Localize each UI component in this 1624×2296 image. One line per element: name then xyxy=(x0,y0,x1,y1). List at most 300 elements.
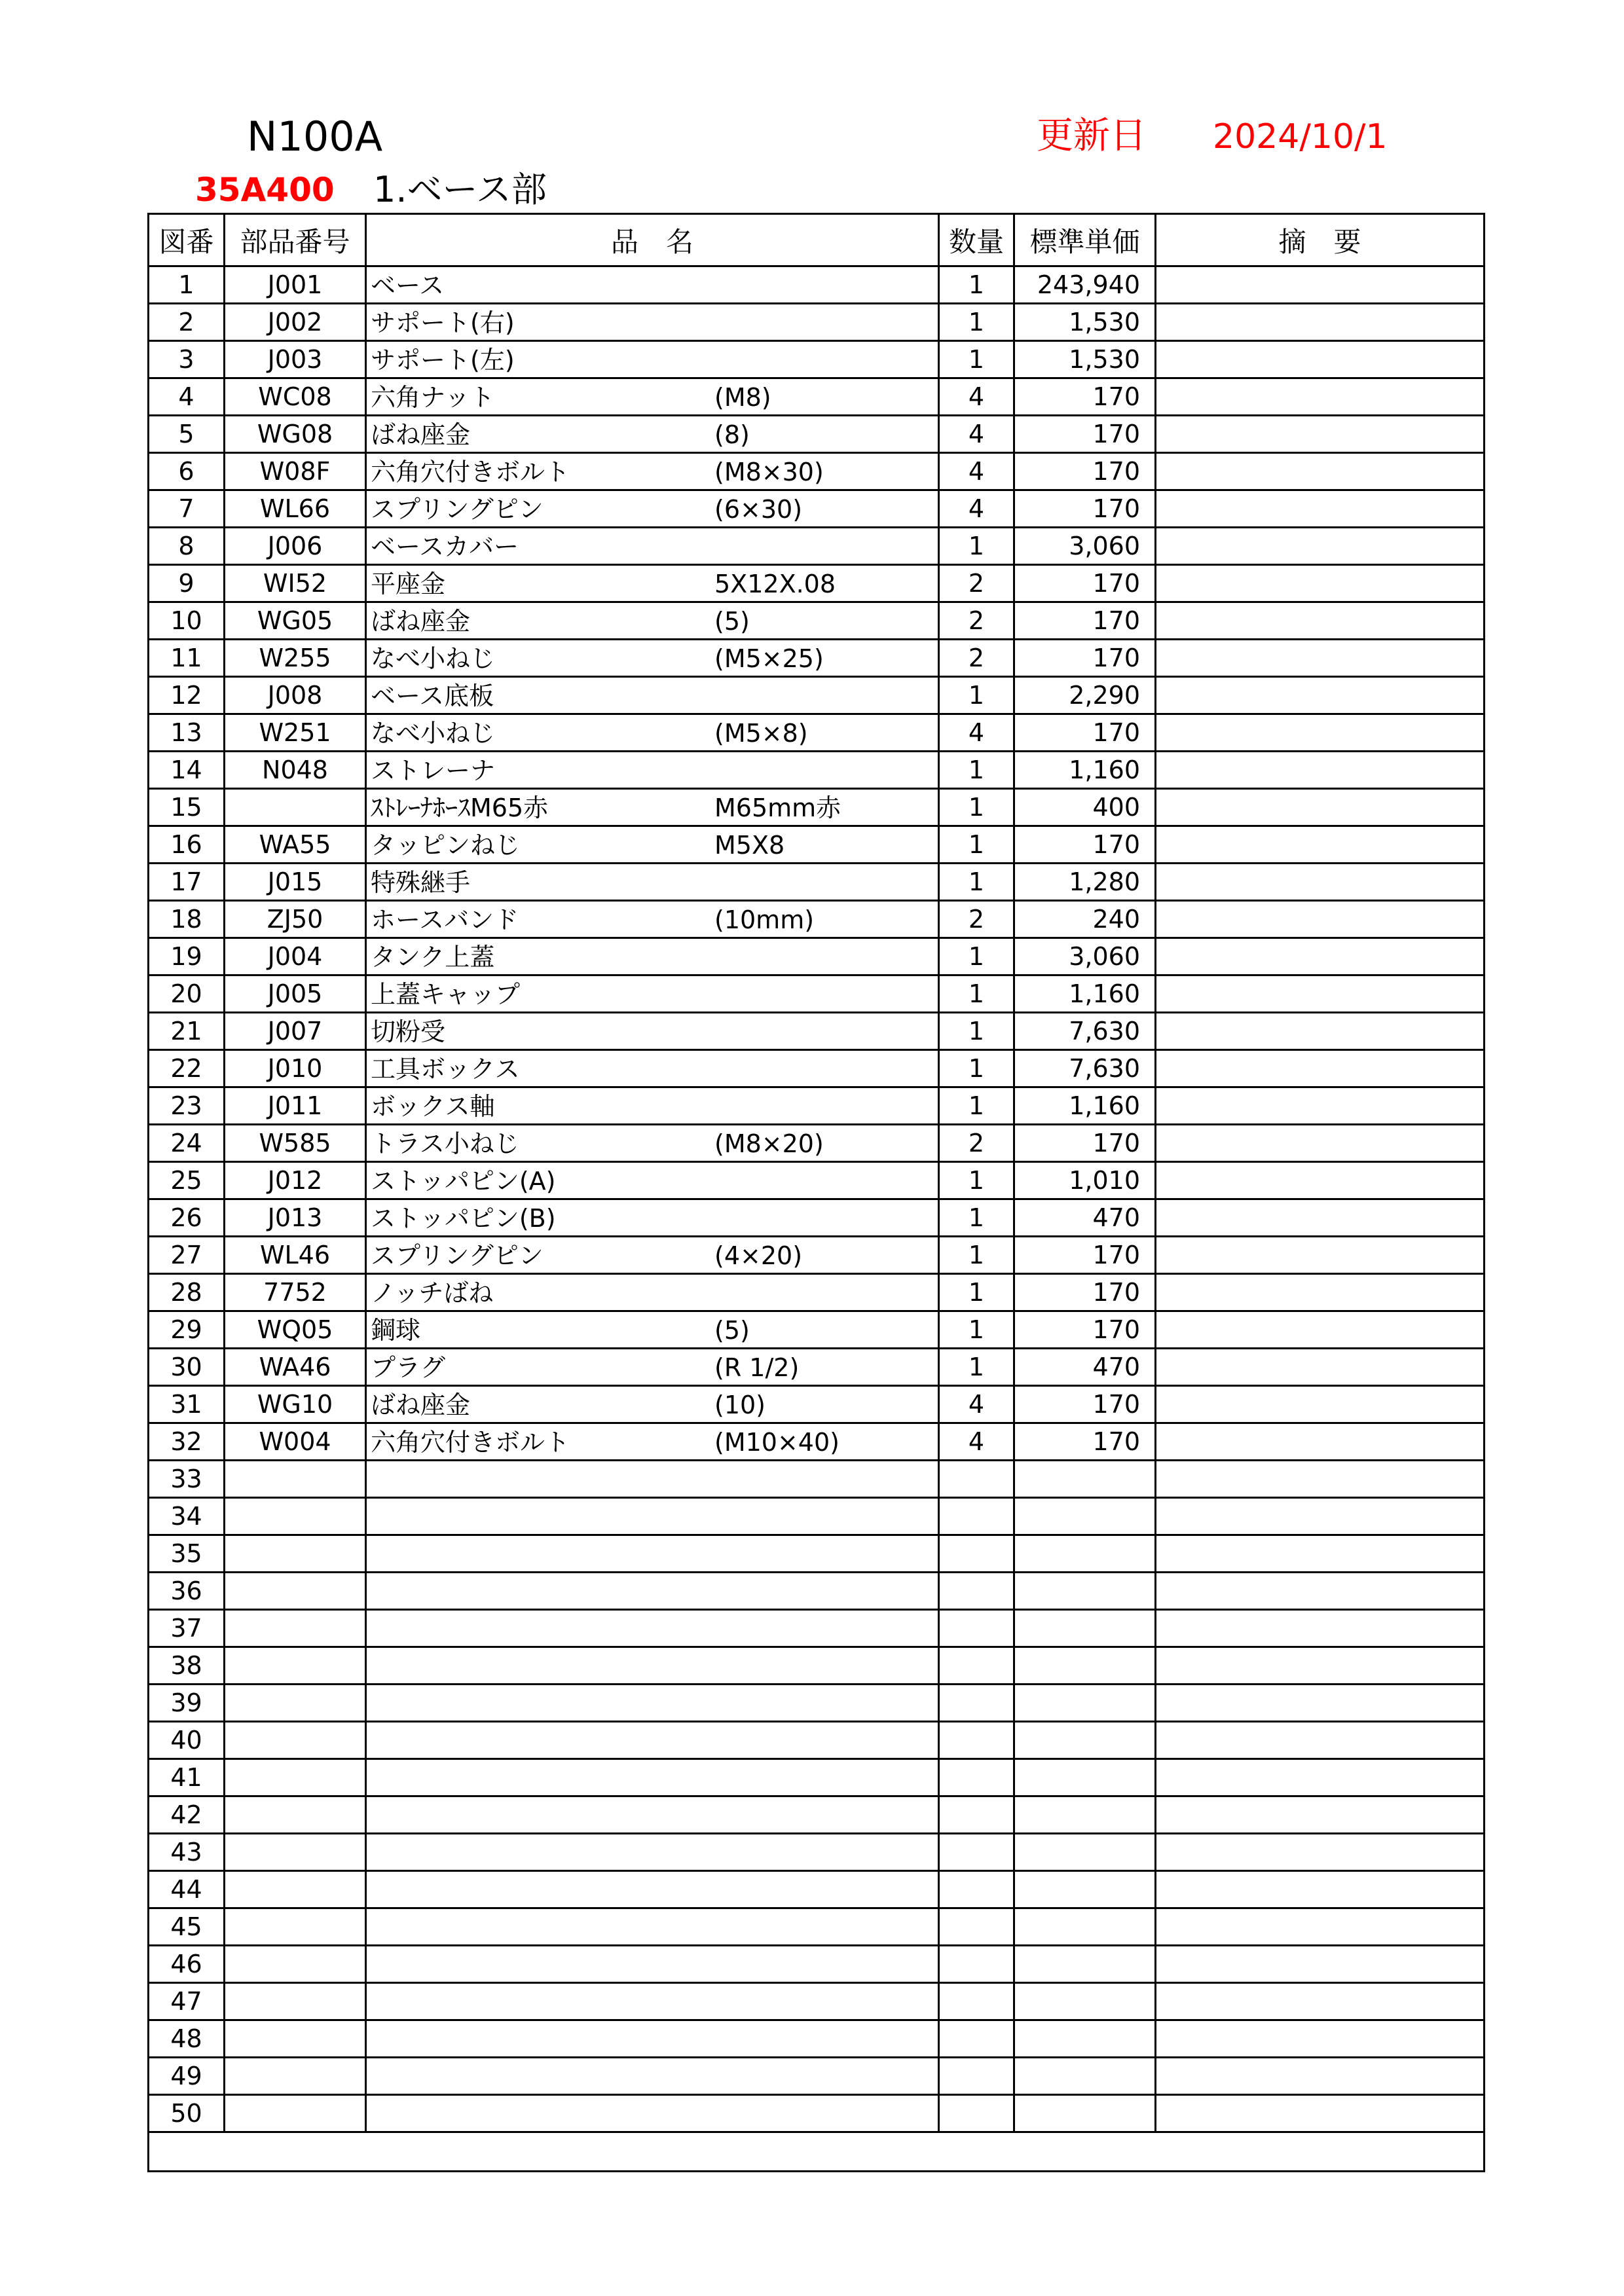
cell-note xyxy=(1156,416,1485,453)
cell-part-no: J007 xyxy=(225,1013,366,1050)
cell-fig-no: 2 xyxy=(149,304,225,341)
item-name: 六角ナット xyxy=(371,383,495,412)
cell-price: 170 xyxy=(1014,826,1156,864)
item-name: 切粉受 xyxy=(371,1017,446,1047)
cell-part-no: W004 xyxy=(225,1423,366,1461)
cell-part-no xyxy=(225,1610,366,1647)
cell-part-no xyxy=(225,1498,366,1535)
cell-price: 1,010 xyxy=(1014,1162,1156,1199)
cell-price: 170 xyxy=(1014,1311,1156,1349)
cell-fig-no: 15 xyxy=(149,789,225,826)
cell-qty: 1 xyxy=(939,975,1014,1013)
cell-note xyxy=(1156,826,1485,864)
cell-fig-no: 17 xyxy=(149,864,225,901)
cell-price xyxy=(1014,2058,1156,2095)
cell-fig-no: 38 xyxy=(149,1647,225,1685)
cell-name xyxy=(366,1461,939,1498)
cell-price xyxy=(1014,1498,1156,1535)
cell-price xyxy=(1014,1535,1156,1573)
cell-name xyxy=(366,341,939,378)
cell-price xyxy=(1014,1796,1156,1834)
cell-note xyxy=(1156,490,1485,528)
cell-note xyxy=(1156,1349,1485,1386)
cell-qty xyxy=(939,1946,1014,1983)
cell-qty: 1 xyxy=(939,1050,1014,1087)
item-spec: (M10×40) xyxy=(714,1428,840,1457)
cell-part-no: W08F xyxy=(225,453,366,490)
cell-note xyxy=(1156,1498,1485,1535)
cell-fig-no: 42 xyxy=(149,1796,225,1834)
cell-price: 3,060 xyxy=(1014,528,1156,565)
item-spec: (10mm) xyxy=(714,905,815,935)
cell-note xyxy=(1156,1311,1485,1349)
cell-name xyxy=(366,2058,939,2095)
cell-name xyxy=(366,640,939,677)
cell-qty xyxy=(939,1535,1014,1573)
cell-fig-no: 34 xyxy=(149,1498,225,1535)
cell-price: 7,630 xyxy=(1014,1050,1156,1087)
table-row xyxy=(149,2095,1485,2132)
cell-fig-no: 46 xyxy=(149,1946,225,1983)
table-row xyxy=(149,1162,1485,1199)
cell-part-no: J012 xyxy=(225,1162,366,1199)
cell-price: 170 xyxy=(1014,416,1156,453)
cell-fig-no: 44 xyxy=(149,1871,225,1908)
cell-price: 470 xyxy=(1014,1199,1156,1237)
table-row xyxy=(149,1199,1485,1237)
cell-fig-no: 28 xyxy=(149,1274,225,1311)
item-name: 工具ボックス xyxy=(371,1055,520,1084)
cell-name xyxy=(366,1050,939,1087)
cell-price: 170 xyxy=(1014,378,1156,416)
cell-part-no: WA55 xyxy=(225,826,366,864)
cell-fig-no: 7 xyxy=(149,490,225,528)
item-name: サポート(右) xyxy=(371,308,515,338)
table-row xyxy=(149,266,1485,304)
cell-qty: 1 xyxy=(939,1349,1014,1386)
cell-qty: 2 xyxy=(939,602,1014,640)
table-row xyxy=(149,453,1485,490)
cell-part-no xyxy=(225,1535,366,1573)
cell-fig-no: 4 xyxy=(149,378,225,416)
cell-fig-no: 8 xyxy=(149,528,225,565)
cell-name xyxy=(366,752,939,789)
cell-note xyxy=(1156,1946,1485,1983)
item-name: ストッパピン(B) xyxy=(371,1204,556,1233)
cell-fig-no: 14 xyxy=(149,752,225,789)
table-row xyxy=(149,1461,1485,1498)
cell-qty xyxy=(939,1759,1014,1796)
cell-qty: 1 xyxy=(939,1199,1014,1237)
cell-name xyxy=(366,2095,939,2132)
cell-qty: 4 xyxy=(939,714,1014,752)
update-date: 2024/10/1 xyxy=(1213,117,1388,156)
cell-part-no: J008 xyxy=(225,677,366,714)
cell-qty: 1 xyxy=(939,752,1014,789)
cell-part-no: WG10 xyxy=(225,1386,366,1423)
cell-fig-no: 24 xyxy=(149,1125,225,1162)
cell-name xyxy=(366,1162,939,1199)
cell-name xyxy=(366,565,939,602)
cell-note xyxy=(1156,1983,1485,2020)
table-row xyxy=(149,1050,1485,1087)
cell-qty: 1 xyxy=(939,1311,1014,1349)
section-title: 1.ベース部 xyxy=(373,169,547,210)
item-name: スプリングピン xyxy=(371,1241,544,1271)
cell-note xyxy=(1156,1759,1485,1796)
cell-fig-no: 12 xyxy=(149,677,225,714)
cell-fig-no: 30 xyxy=(149,1349,225,1386)
cell-price: 400 xyxy=(1014,789,1156,826)
cell-qty xyxy=(939,1796,1014,1834)
item-spec: (M5×25) xyxy=(714,644,824,674)
table-row xyxy=(149,490,1485,528)
item-spec: (5) xyxy=(714,607,750,636)
col-header-name: 品 名 xyxy=(366,214,939,266)
cell-qty: 1 xyxy=(939,528,1014,565)
cell-name xyxy=(366,602,939,640)
item-spec: (8) xyxy=(714,420,750,450)
cell-note xyxy=(1156,789,1485,826)
cell-name xyxy=(366,826,939,864)
cell-price: 170 xyxy=(1014,1423,1156,1461)
cell-fig-no: 5 xyxy=(149,416,225,453)
cell-name xyxy=(366,1535,939,1573)
cell-qty: 1 xyxy=(939,826,1014,864)
cell-note xyxy=(1156,1199,1485,1237)
cell-qty: 2 xyxy=(939,901,1014,938)
cell-note xyxy=(1156,640,1485,677)
cell-note xyxy=(1156,1834,1485,1871)
cell-part-no xyxy=(225,1461,366,1498)
cell-price: 1,160 xyxy=(1014,752,1156,789)
cell-note xyxy=(1156,1386,1485,1423)
cell-name xyxy=(366,2020,939,2058)
cell-price: 2,290 xyxy=(1014,677,1156,714)
cell-qty xyxy=(939,1834,1014,1871)
cell-name xyxy=(366,1946,939,1983)
table-row xyxy=(149,1759,1485,1796)
cell-part-no xyxy=(225,1685,366,1722)
cell-qty: 1 xyxy=(939,677,1014,714)
cell-note xyxy=(1156,938,1485,975)
item-name: ばね座金 xyxy=(371,607,471,636)
cell-qty: 1 xyxy=(939,1087,1014,1125)
cell-qty xyxy=(939,1722,1014,1759)
cell-part-no: J010 xyxy=(225,1050,366,1087)
cell-part-no xyxy=(225,1871,366,1908)
item-name: プラグ xyxy=(371,1353,446,1383)
cell-part-no: J005 xyxy=(225,975,366,1013)
item-name: ばね座金 xyxy=(371,1391,471,1420)
cell-note xyxy=(1156,1685,1485,1722)
cell-price xyxy=(1014,2095,1156,2132)
cell-price xyxy=(1014,2020,1156,2058)
cell-price: 1,530 xyxy=(1014,341,1156,378)
item-name: なべ小ねじ xyxy=(371,719,496,748)
item-spec: 5X12X.08 xyxy=(714,570,836,599)
cell-price: 240 xyxy=(1014,901,1156,938)
cell-fig-no: 43 xyxy=(149,1834,225,1871)
table-row xyxy=(149,901,1485,938)
table-row xyxy=(149,416,1485,453)
cell-qty: 1 xyxy=(939,864,1014,901)
cell-note xyxy=(1156,341,1485,378)
cell-fig-no: 39 xyxy=(149,1685,225,1722)
cell-part-no xyxy=(225,2020,366,2058)
table-row xyxy=(149,1946,1485,1983)
item-name: トラス小ねじ xyxy=(371,1129,519,1159)
item-spec: (M8×20) xyxy=(714,1129,824,1159)
table-header-row xyxy=(149,214,1485,266)
cell-qty: 1 xyxy=(939,1237,1014,1274)
cell-qty: 4 xyxy=(939,490,1014,528)
cell-qty: 4 xyxy=(939,1423,1014,1461)
cell-note xyxy=(1156,1722,1485,1759)
cell-qty: 4 xyxy=(939,453,1014,490)
cell-name xyxy=(366,789,939,826)
cell-note xyxy=(1156,752,1485,789)
cell-name xyxy=(366,901,939,938)
table-row xyxy=(149,1908,1485,1946)
cell-qty: 2 xyxy=(939,1125,1014,1162)
cell-qty xyxy=(939,1647,1014,1685)
cell-name xyxy=(366,304,939,341)
cell-part-no xyxy=(225,2058,366,2095)
cell-name xyxy=(366,1087,939,1125)
cell-fig-no: 16 xyxy=(149,826,225,864)
cell-fig-no: 35 xyxy=(149,1535,225,1573)
table-row xyxy=(149,1871,1485,1908)
cell-price xyxy=(1014,1647,1156,1685)
table-row xyxy=(149,2020,1485,2058)
cell-name xyxy=(366,490,939,528)
cell-note xyxy=(1156,1050,1485,1087)
item-name: ベースカバー xyxy=(371,532,519,562)
cell-note xyxy=(1156,1162,1485,1199)
item-name: 上蓋キャップ xyxy=(371,980,521,1010)
cell-note xyxy=(1156,677,1485,714)
cell-name xyxy=(366,1610,939,1647)
cell-part-no xyxy=(225,1722,366,1759)
cell-part-no xyxy=(225,1983,366,2020)
table-row xyxy=(149,528,1485,565)
cell-name xyxy=(366,1386,939,1423)
item-spec: M5X8 xyxy=(714,831,785,860)
cell-note xyxy=(1156,901,1485,938)
item-name: 六角穴付きボルト xyxy=(371,1428,570,1457)
cell-price xyxy=(1014,1610,1156,1647)
cell-note xyxy=(1156,602,1485,640)
cell-qty: 2 xyxy=(939,565,1014,602)
cell-part-no: ZJ50 xyxy=(225,901,366,938)
part-code: 35A400 xyxy=(195,171,335,209)
cell-note xyxy=(1156,1908,1485,1946)
table-row xyxy=(149,1349,1485,1386)
cell-note xyxy=(1156,1013,1485,1050)
table-row xyxy=(149,2058,1485,2095)
cell-fig-no: 41 xyxy=(149,1759,225,1796)
cell-price xyxy=(1014,1461,1156,1498)
cell-qty: 1 xyxy=(939,789,1014,826)
cell-price: 170 xyxy=(1014,640,1156,677)
cell-note xyxy=(1156,453,1485,490)
cell-fig-no: 32 xyxy=(149,1423,225,1461)
cell-part-no: 7752 xyxy=(225,1274,366,1311)
cell-fig-no: 3 xyxy=(149,341,225,378)
cell-price xyxy=(1014,1983,1156,2020)
cell-fig-no: 22 xyxy=(149,1050,225,1087)
cell-qty xyxy=(939,2095,1014,2132)
cell-name xyxy=(366,677,939,714)
cell-part-no: J013 xyxy=(225,1199,366,1237)
cell-price xyxy=(1014,1871,1156,1908)
item-name: サポート(左) xyxy=(371,346,515,375)
cell-qty: 1 xyxy=(939,304,1014,341)
cell-part-no: W255 xyxy=(225,640,366,677)
cell-fig-no: 31 xyxy=(149,1386,225,1423)
cell-price: 7,630 xyxy=(1014,1013,1156,1050)
cell-price: 1,530 xyxy=(1014,304,1156,341)
cell-price: 170 xyxy=(1014,453,1156,490)
cell-part-no xyxy=(225,1908,366,1946)
cell-part-no xyxy=(225,2095,366,2132)
item-name: ベース底板 xyxy=(371,682,494,711)
cell-name xyxy=(366,1647,939,1685)
table-row xyxy=(149,1087,1485,1125)
cell-price: 243,940 xyxy=(1014,266,1156,304)
cell-qty xyxy=(939,1908,1014,1946)
cell-name xyxy=(366,1759,939,1796)
item-name: ノッチばね xyxy=(371,1279,494,1308)
cell-note xyxy=(1156,2095,1485,2132)
cell-fig-no: 50 xyxy=(149,2095,225,2132)
cell-qty xyxy=(939,1871,1014,1908)
cell-price: 170 xyxy=(1014,565,1156,602)
item-spec: (6×30) xyxy=(714,495,803,524)
cell-qty xyxy=(939,1685,1014,1722)
cell-name xyxy=(366,1199,939,1237)
cell-note xyxy=(1156,2020,1485,2058)
table-row xyxy=(149,1498,1485,1535)
cell-name xyxy=(366,1125,939,1162)
cell-name xyxy=(366,975,939,1013)
cell-part-no xyxy=(225,789,366,826)
cell-note xyxy=(1156,1647,1485,1685)
table-row xyxy=(149,1311,1485,1349)
table-row xyxy=(149,1423,1485,1461)
item-name: ホースバンド xyxy=(371,905,519,935)
table-row xyxy=(149,1573,1485,1610)
cell-note xyxy=(1156,1610,1485,1647)
item-name: ベース xyxy=(371,271,445,301)
cell-fig-no: 19 xyxy=(149,938,225,975)
table-row xyxy=(149,1834,1485,1871)
table-row xyxy=(149,1386,1485,1423)
cell-note xyxy=(1156,528,1485,565)
table-row xyxy=(149,1274,1485,1311)
cell-part-no: WA46 xyxy=(225,1349,366,1386)
table-row xyxy=(149,640,1485,677)
cell-fig-no: 11 xyxy=(149,640,225,677)
item-name: ばね座金 xyxy=(371,420,471,450)
cell-fig-no: 33 xyxy=(149,1461,225,1498)
cell-note xyxy=(1156,378,1485,416)
cell-name xyxy=(366,1237,939,1274)
cell-fig-no: 36 xyxy=(149,1573,225,1610)
item-name: タンク上蓋 xyxy=(371,943,495,972)
table-row xyxy=(149,975,1485,1013)
cell-part-no xyxy=(225,1759,366,1796)
cell-name xyxy=(366,1871,939,1908)
cell-qty xyxy=(939,2058,1014,2095)
cell-price: 170 xyxy=(1014,490,1156,528)
cell-fig-no: 13 xyxy=(149,714,225,752)
cell-name xyxy=(366,416,939,453)
parts-table xyxy=(147,213,1485,2172)
cell-name xyxy=(366,1349,939,1386)
cell-note xyxy=(1156,1274,1485,1311)
table-row xyxy=(149,864,1485,901)
cell-name xyxy=(366,1685,939,1722)
cell-note xyxy=(1156,1125,1485,1162)
cell-part-no xyxy=(225,1647,366,1685)
cell-part-no: WC08 xyxy=(225,378,366,416)
cell-price: 170 xyxy=(1014,714,1156,752)
update-date-label: 更新日 xyxy=(1037,115,1147,157)
cell-note xyxy=(1156,864,1485,901)
footer-cell xyxy=(149,2132,1485,2172)
cell-fig-no: 37 xyxy=(149,1610,225,1647)
cell-part-no xyxy=(225,1834,366,1871)
cell-note xyxy=(1156,1573,1485,1610)
cell-part-no: WG08 xyxy=(225,416,366,453)
cell-part-no: WL66 xyxy=(225,490,366,528)
cell-note xyxy=(1156,1796,1485,1834)
table-row xyxy=(149,565,1485,602)
cell-part-no: J006 xyxy=(225,528,366,565)
item-name: なべ小ねじ xyxy=(371,644,496,674)
item-name: ボックス軸 xyxy=(371,1092,495,1121)
cell-name xyxy=(366,1274,939,1311)
cell-name xyxy=(366,1722,939,1759)
cell-qty: 1 xyxy=(939,266,1014,304)
cell-price xyxy=(1014,1946,1156,1983)
model-name: N100A xyxy=(247,113,383,160)
cell-qty xyxy=(939,1498,1014,1535)
cell-part-no: J015 xyxy=(225,864,366,901)
table-footer-row xyxy=(149,2132,1485,2172)
cell-note xyxy=(1156,565,1485,602)
cell-fig-no: 9 xyxy=(149,565,225,602)
cell-name xyxy=(366,266,939,304)
cell-name xyxy=(366,1573,939,1610)
cell-fig-no: 18 xyxy=(149,901,225,938)
col-header-fig-no: 図番 xyxy=(149,214,225,266)
cell-price: 170 xyxy=(1014,1237,1156,1274)
table-row xyxy=(149,1647,1485,1685)
cell-name xyxy=(366,453,939,490)
table-row xyxy=(149,938,1485,975)
cell-part-no: W251 xyxy=(225,714,366,752)
item-spec: (M8×30) xyxy=(714,458,824,487)
cell-qty xyxy=(939,1573,1014,1610)
cell-name xyxy=(366,864,939,901)
col-header-note: 摘 要 xyxy=(1156,214,1485,266)
col-header-price: 標準単価 xyxy=(1014,214,1156,266)
table-row xyxy=(149,341,1485,378)
cell-qty: 2 xyxy=(939,640,1014,677)
